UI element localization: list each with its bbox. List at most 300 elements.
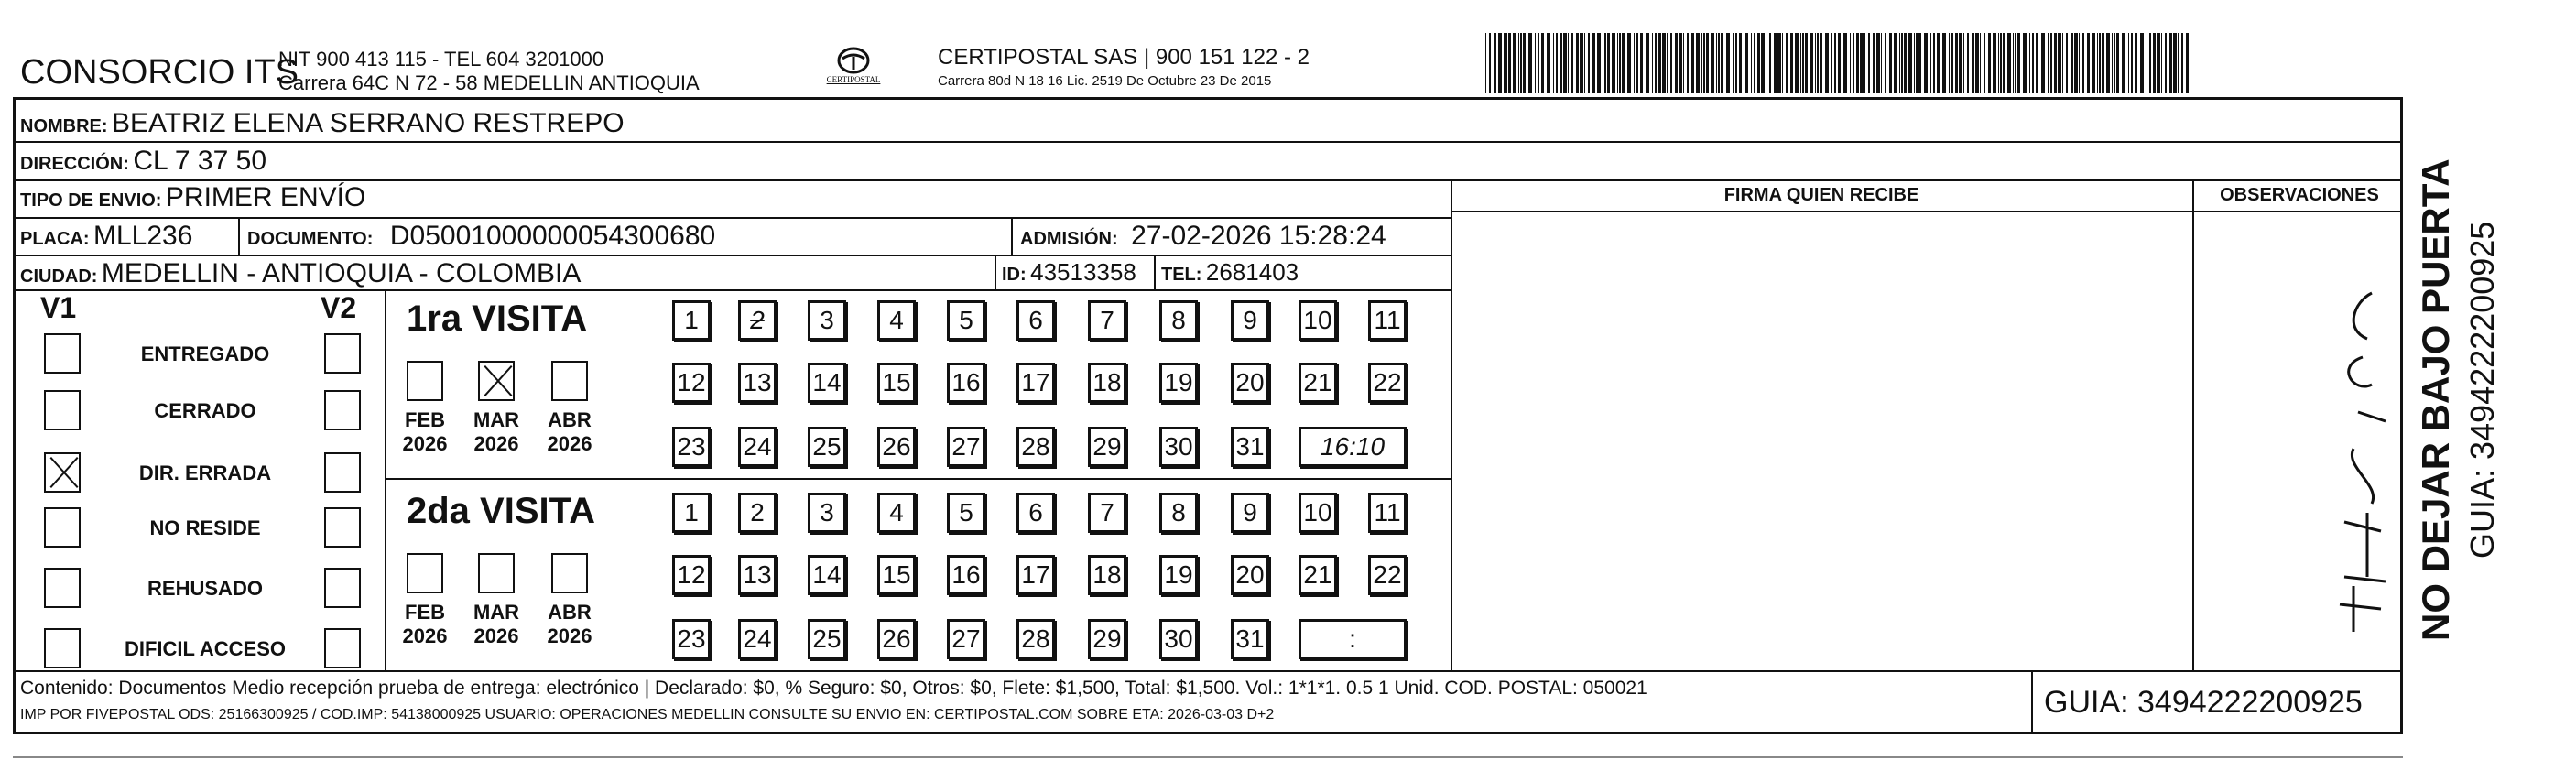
- visit2-day-box[interactable]: 18: [1088, 555, 1126, 595]
- barcode-bar: [1856, 33, 1859, 93]
- barcode-bar: [1800, 33, 1801, 93]
- visit2-day-box[interactable]: 20: [1231, 555, 1269, 595]
- barcode-bar: [1815, 33, 1816, 93]
- visit2-time-box[interactable]: :: [1299, 619, 1407, 659]
- barcode-bar: [1726, 33, 1730, 93]
- barcode-bar: [1612, 33, 1615, 93]
- documento-label: DOCUMENTO:: [247, 229, 374, 249]
- barcode-bar: [1899, 33, 1900, 93]
- barcode-bar: [1588, 33, 1590, 93]
- tel-value: 2681403: [1205, 258, 1299, 286]
- barcode-bar: [1802, 33, 1804, 93]
- barcode-bar: [2087, 33, 2090, 93]
- status-v1-checkbox[interactable]: [44, 507, 81, 548]
- visit1-month-name: ABR: [548, 408, 592, 431]
- barcode-bar: [2186, 33, 2189, 93]
- barcode-bar: [1817, 33, 1819, 93]
- barcode-bar: [1998, 33, 1999, 93]
- barcode-bar: [1885, 33, 1886, 93]
- visit2-day-box[interactable]: 9: [1231, 493, 1269, 533]
- visit2-day-box[interactable]: 17: [1016, 555, 1055, 595]
- visit2-day-box[interactable]: 10: [1299, 493, 1337, 533]
- visit2-day-box[interactable]: 31: [1231, 619, 1269, 659]
- visit2-day-box[interactable]: 1: [672, 493, 711, 533]
- barcode-bar: [1786, 33, 1788, 93]
- visit2-month-checkbox[interactable]: [551, 553, 588, 593]
- visit2-month-checkbox[interactable]: [407, 553, 443, 593]
- nombre-field: [20, 108, 625, 139]
- visit2-day-box[interactable]: 26: [877, 619, 916, 659]
- barcode-bar: [1617, 33, 1618, 93]
- visit1-day-box[interactable]: 13: [738, 363, 777, 403]
- visit1-day-box[interactable]: 3: [808, 300, 846, 341]
- visit1-day-box[interactable]: 14: [808, 363, 846, 403]
- placa-field: [20, 221, 192, 252]
- barcode-bar: [1901, 33, 1903, 93]
- tipo-envio-value: PRIMER ENVÍO: [165, 182, 366, 212]
- visit2-day-box[interactable]: 14: [808, 555, 846, 595]
- barcode-bar: [1951, 33, 1953, 93]
- visit2-day-box[interactable]: 16: [947, 555, 985, 595]
- visit1-day-box[interactable]: 8: [1159, 300, 1198, 341]
- visit1-day-box[interactable]: 5: [947, 300, 985, 341]
- barcode-bar: [1571, 33, 1573, 93]
- status-v2-checkbox[interactable]: [324, 568, 361, 608]
- barcode-bar: [1667, 33, 1668, 93]
- tipo-envio-label: TIPO DE ENVIO:: [20, 190, 162, 211]
- documento-value: D05001000000054300680: [389, 221, 716, 251]
- footer-print-line: IMP POR FIVEPOSTAL ODS: 25166300925 / COD.IMP: 54138000925 USUARIO: OPERACIONES MEDELLIN CONSULTE SU ENVIO EN: CERTIPOSTAL.COM SOBRE ETA: 2026-03-03 D+2: [20, 707, 1275, 722]
- visit1-month-year: 2026: [473, 432, 519, 455]
- visit2-day-box[interactable]: 25: [808, 619, 846, 659]
- barcode-bar: [1754, 33, 1755, 93]
- id-value: 43513358: [1030, 258, 1136, 286]
- documento-field: [247, 221, 715, 252]
- visit1-title: 1ra VISITA: [407, 299, 588, 339]
- visit1-day-box[interactable]: 31: [1231, 427, 1269, 467]
- barcode-bar: [1868, 33, 1870, 93]
- barcode-bar: [2007, 33, 2011, 93]
- barcode-bar: [1795, 33, 1799, 93]
- barcode-bar: [1640, 33, 1643, 93]
- barcode-bar: [1790, 33, 1793, 93]
- barcode-bar: [1703, 33, 1705, 93]
- certipostal-line: CERTIPOSTAL SAS | 900 151 122 - 2: [938, 45, 1310, 70]
- logo-text: CERTIPOSTAL: [826, 75, 881, 84]
- barcode-bar: [1782, 33, 1783, 93]
- barcode-bar: [1984, 33, 1985, 93]
- barcode-bar: [2023, 33, 2027, 93]
- visit1-day-box[interactable]: 2: [738, 300, 777, 341]
- barcode-bar: [1679, 33, 1682, 93]
- visit1-day-box[interactable]: 18: [1088, 363, 1126, 403]
- visit2-month-name: FEB: [405, 601, 445, 624]
- barcode-bar: [1889, 33, 1892, 93]
- barcode-bar: [1711, 33, 1714, 93]
- visit1-day-box[interactable]: 17: [1016, 363, 1055, 403]
- barcode-bar: [1683, 33, 1684, 93]
- barcode-bar: [1949, 33, 1950, 93]
- admision-field: [1020, 221, 1386, 252]
- visit2-day-box[interactable]: 28: [1016, 619, 1055, 659]
- barcode-bar: [2157, 33, 2160, 93]
- barcode-bar: [2058, 33, 2061, 93]
- barcode-bar: [1489, 33, 1491, 93]
- barcode-bar: [2015, 33, 2016, 93]
- barcode-bar: [2131, 33, 2133, 93]
- barcode-bar: [2165, 33, 2167, 93]
- barcode-bar: [1810, 33, 1813, 93]
- status-v2-checkbox[interactable]: [324, 333, 361, 374]
- barcode-bar: [1850, 33, 1851, 93]
- id-label: ID:: [1002, 265, 1027, 285]
- barcode-bar: [1972, 33, 1974, 93]
- visit1-month-checkbox[interactable]: [478, 361, 515, 401]
- barcode-bar: [1864, 33, 1865, 93]
- barcode-bar: [1988, 33, 1991, 93]
- status-v2-checkbox[interactable]: [324, 390, 361, 430]
- barcode-bar: [2017, 33, 2020, 93]
- barcode-bar: [1967, 33, 1969, 93]
- barcode-bar: [2181, 33, 2183, 93]
- visit2-day-box[interactable]: 5: [947, 493, 985, 533]
- observaciones-header: OBSERVACIONES: [2220, 185, 2379, 205]
- barcode-bar: [2161, 33, 2162, 93]
- barcode-bar: [2048, 33, 2049, 93]
- barcode-bar: [1751, 33, 1752, 93]
- barcode-bar: [2000, 33, 2002, 93]
- barcode-bar: [2066, 33, 2068, 93]
- visit2-day-box[interactable]: 24: [738, 619, 777, 659]
- visit2-day-box[interactable]: 22: [1368, 555, 1407, 595]
- placa-label: PLACA:: [20, 229, 90, 249]
- barcode-bar: [1504, 33, 1505, 93]
- visit1-day-box[interactable]: 23: [672, 427, 711, 467]
- visit2-month-checkbox[interactable]: [478, 553, 515, 593]
- barcode-bar: [2140, 33, 2144, 93]
- barcode-bar: [2135, 33, 2137, 93]
- ciudad-label: CIUDAD:: [20, 266, 98, 287]
- firma-header: FIRMA QUIEN RECIBE: [1723, 185, 1919, 205]
- visit2-month-year: 2026: [547, 624, 592, 647]
- visit2-day-box[interactable]: 27: [947, 619, 985, 659]
- barcode-bar: [1528, 33, 1532, 93]
- barcode-bar: [1560, 33, 1562, 93]
- visit2-day-box[interactable]: 23: [672, 619, 711, 659]
- ciudad-field: [20, 258, 581, 289]
- nombre-label: NOMBRE:: [20, 116, 108, 136]
- visit1-day-box[interactable]: 7: [1088, 300, 1126, 341]
- barcode-bar: [1894, 33, 1897, 93]
- visit2-title: 2da VISITA: [407, 491, 595, 531]
- status-v1-checkbox[interactable]: [44, 390, 81, 430]
- barcode-bar: [1541, 33, 1544, 93]
- company-address: Carrera 64C N 72 - 58 MEDELLIN ANTIOQUIA: [278, 71, 700, 94]
- visit1-day-box[interactable]: 27: [947, 427, 985, 467]
- barcode-bar: [1508, 33, 1511, 93]
- visit2-day-box[interactable]: 29: [1088, 619, 1126, 659]
- barcode-bar: [2102, 33, 2104, 93]
- barcode-bar: [1687, 33, 1689, 93]
- handwritten-signature: [2317, 275, 2399, 641]
- barcode-bar: [1494, 33, 1496, 93]
- barcode-bar: [1916, 33, 1918, 93]
- visit2-month-year: 2026: [473, 624, 519, 647]
- barcode-bar: [1735, 33, 1737, 93]
- visit1-month-year: 2026: [402, 432, 448, 455]
- barcode-bar: [2032, 33, 2034, 93]
- barcode-bar: [1769, 33, 1771, 93]
- barcode-bar: [2169, 33, 2172, 93]
- company-name: CONSORCIO ITS: [20, 53, 299, 92]
- barcode-bar: [1805, 33, 1808, 93]
- barcode-bar: [2114, 33, 2115, 93]
- visit1-day-box[interactable]: 1: [672, 300, 711, 341]
- barcode: [1485, 33, 2190, 93]
- barcode-bar: [1563, 33, 1567, 93]
- tel-field: [1161, 258, 1299, 287]
- barcode-bar: [1592, 33, 1595, 93]
- status-v1-checkbox[interactable]: [44, 333, 81, 374]
- nit-line: NIT 900 413 115 - TEL 604 3201000: [278, 48, 604, 71]
- barcode-bar: [1843, 33, 1847, 93]
- status-v1-checkbox[interactable]: [44, 452, 81, 493]
- footer-content-line: Contenido: Documentos Medio recepción prueba de entrega: electrónico | Declarado: $0, % Seguro: $0, Otros: $0, Flete: $1,500, Total: $1,500. Vol.: 1*1*1. 0.5 1 Unid. COD. POSTAL: 050021: [20, 678, 1647, 699]
- barcode-bar: [1820, 33, 1822, 93]
- barcode-bar: [1955, 33, 1958, 93]
- barcode-bar: [2099, 33, 2101, 93]
- barcode-bar: [2003, 33, 2005, 93]
- status-v1-checkbox[interactable]: [44, 628, 81, 668]
- direccion-field: [20, 146, 266, 177]
- barcode-bar: [2071, 33, 2073, 93]
- status-v1-checkbox[interactable]: [44, 568, 81, 608]
- visit1-day-box[interactable]: 29: [1088, 427, 1126, 467]
- visit1-month-name: MAR: [473, 408, 520, 431]
- status-label: DIFICIL ACCESO: [124, 637, 286, 660]
- visit1-day-box[interactable]: 16: [947, 363, 985, 403]
- visit1-day-box[interactable]: 24: [738, 427, 777, 467]
- status-label: ENTREGADO: [140, 342, 270, 365]
- visit1-month-year: 2026: [547, 432, 592, 455]
- visit1-day-box[interactable]: 30: [1159, 427, 1198, 467]
- barcode-bar: [2153, 33, 2156, 93]
- certipostal-address: Carrera 80d N 18 16 Lic. 2519 De Octubre 23 De 2015: [938, 73, 1272, 89]
- barcode-bar: [1718, 33, 1720, 93]
- visit2-day-box[interactable]: 2: [738, 493, 777, 533]
- status-v2-checkbox[interactable]: [324, 507, 361, 548]
- barcode-bar: [1547, 33, 1550, 93]
- visit1-day-box[interactable]: 19: [1159, 363, 1198, 403]
- barcode-bar: [1634, 33, 1635, 93]
- barcode-bar: [1881, 33, 1882, 93]
- status-label: NO RESIDE: [149, 516, 261, 539]
- visit1-day-box[interactable]: 26: [877, 427, 916, 467]
- barcode-bar: [1556, 33, 1558, 93]
- tipo-envio-field: [20, 182, 365, 213]
- status-label: DIR. ERRADA: [138, 461, 272, 484]
- barcode-bar: [1658, 33, 1661, 93]
- barcode-bar: [1518, 33, 1519, 93]
- status-label: CERRADO: [154, 399, 256, 422]
- barcode-bar: [1584, 33, 1585, 93]
- barcode-bar: [1853, 33, 1854, 93]
- direccion-label: DIRECCIÓN:: [20, 154, 129, 174]
- status-v2-checkbox[interactable]: [324, 452, 361, 493]
- barcode-bar: [1739, 33, 1742, 93]
- visit1-day-box[interactable]: 22: [1368, 363, 1407, 403]
- direccion-value: CL 7 37 50: [133, 146, 267, 176]
- visit2-day-box[interactable]: 13: [738, 555, 777, 595]
- visit1-month-checkbox[interactable]: [551, 361, 588, 401]
- barcode-bar: [1553, 33, 1554, 93]
- barcode-bar: [1980, 33, 1981, 93]
- barcode-bar: [2116, 33, 2119, 93]
- barcode-bar: [2097, 33, 2098, 93]
- barcode-bar: [1834, 33, 1836, 93]
- footer-guia: GUIA: 3494222200925: [2044, 685, 2363, 720]
- barcode-bar: [1498, 33, 1502, 93]
- id-field: [1002, 258, 1136, 287]
- visit2-day-box[interactable]: 7: [1088, 493, 1126, 533]
- visit2-day-box[interactable]: 19: [1159, 555, 1198, 595]
- barcode-bar: [1745, 33, 1748, 93]
- barcode-bar: [1975, 33, 1979, 93]
- visit2-day-box[interactable]: 8: [1159, 493, 1198, 533]
- barcode-bar: [1904, 33, 1907, 93]
- barcode-bar: [1924, 33, 1928, 93]
- barcode-bar: [1655, 33, 1657, 93]
- barcode-bar: [1706, 33, 1709, 93]
- barcode-bar: [1937, 33, 1940, 93]
- visit2-month-name: ABR: [548, 601, 592, 624]
- barcode-bar: [1535, 33, 1536, 93]
- barcode-bar: [2013, 33, 2014, 93]
- visit2-day-box[interactable]: 30: [1159, 619, 1198, 659]
- visit2-day-box[interactable]: 3: [808, 493, 846, 533]
- nombre-value: BEATRIZ ELENA SERRANO RESTREPO: [112, 108, 625, 138]
- barcode-bar: [1652, 33, 1653, 93]
- barcode-bar: [1520, 33, 1522, 93]
- barcode-bar: [1701, 33, 1702, 93]
- ciudad-value: MEDELLIN - ANTIOQUIA - COLOMBIA: [101, 258, 582, 288]
- visit1-day-box[interactable]: 10: [1299, 300, 1337, 341]
- barcode-bar: [1597, 33, 1601, 93]
- visit2-day-box[interactable]: 6: [1016, 493, 1055, 533]
- visit2-day-box[interactable]: 4: [877, 493, 916, 533]
- barcode-bar: [1757, 33, 1760, 93]
- visit1-day-box[interactable]: 9: [1231, 300, 1269, 341]
- barcode-bar: [1662, 33, 1666, 93]
- barcode-bar: [1918, 33, 1921, 93]
- barcode-bar: [1733, 33, 1734, 93]
- visit2-month-name: MAR: [473, 601, 520, 624]
- barcode-bar: [1505, 33, 1507, 93]
- visit2-day-box[interactable]: 21: [1299, 555, 1337, 595]
- barcode-bar: [1646, 33, 1649, 93]
- barcode-bar: [1963, 33, 1964, 93]
- visit2-day-box[interactable]: 15: [877, 555, 916, 595]
- barcode-bar: [2112, 33, 2113, 93]
- barcode-bar: [1942, 33, 1946, 93]
- barcode-bar: [2079, 33, 2080, 93]
- barcode-bar: [1568, 33, 1569, 93]
- status-v2-checkbox[interactable]: [324, 628, 361, 668]
- side-instruction: NO DEJAR BAJO PUERTA: [2414, 158, 2457, 641]
- barcode-bar: [2054, 33, 2057, 93]
- barcode-bar: [1777, 33, 1781, 93]
- barcode-bar: [1761, 33, 1765, 93]
- barcode-bar: [1860, 33, 1864, 93]
- barcode-bar: [1930, 33, 1931, 93]
- barcode-bar: [2173, 33, 2177, 93]
- barcode-bar: [2029, 33, 2030, 93]
- barcode-bar: [2082, 33, 2084, 93]
- barcode-bar: [1670, 33, 1672, 93]
- visit1-day-box[interactable]: 6: [1016, 300, 1055, 341]
- visit1-day-box[interactable]: 20: [1231, 363, 1269, 403]
- barcode-bar: [2178, 33, 2179, 93]
- visit1-day-box[interactable]: 25: [808, 427, 846, 467]
- status-label: REHUSADO: [147, 577, 263, 600]
- tel-label: TEL:: [1161, 265, 1202, 285]
- barcode-bar: [1774, 33, 1777, 93]
- barcode-bar: [1959, 33, 1962, 93]
- barcode-bar: [1993, 33, 1996, 93]
- admision-value: 27-02-2026 15:28:24: [1131, 221, 1386, 251]
- barcode-bar: [1627, 33, 1631, 93]
- barcode-bar: [1716, 33, 1717, 93]
- visit2-day-box[interactable]: 11: [1368, 493, 1407, 533]
- barcode-bar: [1523, 33, 1526, 93]
- barcode-bar: [1914, 33, 1915, 93]
- side-guia: GUIA: 3494222200925: [2463, 221, 2501, 559]
- v2-header: V2: [321, 291, 357, 324]
- barcode-bar: [2074, 33, 2078, 93]
- barcode-bar: [1580, 33, 1583, 93]
- placa-value: MLL236: [93, 221, 193, 251]
- barcode-bar: [2106, 33, 2110, 93]
- barcode-bar: [2050, 33, 2052, 93]
- visit1-day-box[interactable]: 15: [877, 363, 916, 403]
- visit1-month-checkbox[interactable]: [407, 361, 443, 401]
- barcode-bar: [2128, 33, 2129, 93]
- barcode-bar: [1604, 33, 1606, 93]
- visit1-day-box[interactable]: 12: [672, 363, 711, 403]
- barcode-bar: [1607, 33, 1610, 93]
- barcode-bar: [1636, 33, 1638, 93]
- visit1-day-box[interactable]: 21: [1299, 363, 1337, 403]
- barcode-bar: [1831, 33, 1832, 93]
- visit1-day-box[interactable]: 4: [877, 300, 916, 341]
- visit1-day-box[interactable]: 11: [1368, 300, 1407, 341]
- visit1-time-box[interactable]: 16:10: [1299, 427, 1407, 467]
- barcode-bar: [1485, 33, 1486, 93]
- barcode-bar: [2122, 33, 2125, 93]
- barcode-bar: [1873, 33, 1875, 93]
- barcode-bar: [2036, 33, 2038, 93]
- visit2-day-box[interactable]: 12: [672, 555, 711, 595]
- barcode-bar: [1622, 33, 1625, 93]
- barcode-bar: [2092, 33, 2095, 93]
- barcode-bar: [1825, 33, 1829, 93]
- barcode-bar: [2062, 33, 2063, 93]
- barcode-bar: [1538, 33, 1539, 93]
- barcode-bar: [1721, 33, 1723, 93]
- barcode-bar: [2041, 33, 2045, 93]
- barcode-bar: [1908, 33, 1912, 93]
- visit1-day-box[interactable]: 28: [1016, 427, 1055, 467]
